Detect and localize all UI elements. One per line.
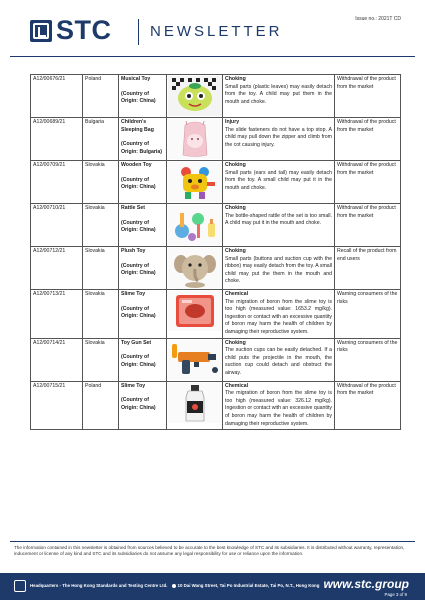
risk-type: Choking: [225, 339, 246, 346]
footer-rule: [10, 541, 415, 542]
risk-cell: [223, 290, 335, 339]
reference-number: A12/00676/21: [31, 75, 83, 118]
risk-cell: [223, 204, 335, 247]
product-name: Plush Toy: [121, 248, 146, 254]
product-image-cell: [167, 381, 223, 430]
measures-taken: Warning consumers of the risks: [335, 338, 401, 381]
footer-headquarters: [30, 583, 319, 588]
risk-description: The slide fasteners do not have a top stop. A child may pull down the zipper and climb from the cot causing injury.: [225, 126, 332, 148]
reference-number: A12/00709/21: [31, 161, 83, 204]
reference-number: A12/00713/21: [31, 290, 83, 339]
product-cell: [119, 204, 167, 247]
reference-number: A12/00714/21: [31, 338, 83, 381]
table-row: [31, 290, 401, 339]
wooden-toy-photo: [168, 162, 222, 202]
product-image-cell: [167, 204, 223, 247]
risk-type: Choking: [225, 205, 246, 211]
risk-type: Choking: [225, 248, 246, 254]
notifying-country: Slovakia: [83, 204, 119, 247]
product-name: Slime Toy: [121, 291, 146, 297]
product-cell: [119, 381, 167, 430]
notifying-country: Slovakia: [83, 290, 119, 339]
issue-number: Issue no.: 2021T CD: [355, 16, 401, 22]
product-cell: [119, 75, 167, 118]
header-divider: [138, 19, 139, 45]
risk-cell: [223, 75, 335, 118]
hq-address: 10 Dai Wang Street, Tai Po Industrial Estate, Tai Po, N.T., Hong Kong: [177, 583, 320, 588]
country-of-origin: (Country of Origin: China): [121, 305, 156, 320]
product-name: Toy Gun Set: [121, 339, 152, 346]
risk-type: Choking: [225, 76, 246, 82]
product-name: Slime Toy: [121, 382, 146, 389]
product-cell: [119, 290, 167, 339]
measures-taken: Withdrawal of the product from the market: [335, 161, 401, 204]
table-row: [31, 338, 401, 381]
product-name: Musical Toy: [121, 76, 151, 82]
newsletter-title: NEWSLETTER: [150, 23, 283, 40]
notifying-country: Poland: [83, 381, 119, 430]
footer-logo-icon: [14, 580, 26, 592]
table-row: [31, 381, 401, 430]
newsletter-header: [0, 0, 425, 50]
disclaimer-text: The information contained in this newsletter is obtained from sources believed to be accurate to the best knowledge of STC and its subsidiaries. It is distributed without warranty, representation, inducement or license of any kind and STC and its subsidiaries do not assume any legal responsibility for use or reliance upon the information.: [14, 545, 405, 557]
reference-number: A12/00715/21: [31, 381, 83, 430]
logo-text: STC: [56, 15, 112, 45]
reference-number: A12/00710/21: [31, 204, 83, 247]
product-cell: [119, 247, 167, 290]
measures-taken: Withdrawal of the product from the market: [335, 118, 401, 161]
risk-description: Small parts (ears and tail) may easily detach from the toy. A small child may put it in the mouth and choke.: [225, 169, 332, 191]
country-of-origin: (Country of Origin: Bulgaria): [121, 141, 162, 155]
table-row: [31, 75, 401, 118]
notifying-country: Bulgaria: [83, 118, 119, 161]
table-row: [31, 204, 401, 247]
product-name: Children's Sleeping Bag: [121, 119, 154, 133]
notifying-country: Slovakia: [83, 338, 119, 381]
reference-number: A12/00689/21: [31, 118, 83, 161]
musical-toy-photo: [168, 76, 222, 116]
risk-cell: [223, 247, 335, 290]
toy-gun-photo: [168, 340, 222, 380]
risk-cell: [223, 161, 335, 204]
product-image-cell: [167, 290, 223, 339]
risk-description: The migration of boron from the slime toy is too high (measured value: 1653.2 mg/kg). Ingestion or contact with an excessive quantity of boron may harm the health of children by damaging their reproductive system.: [225, 298, 332, 335]
measures-taken: Withdrawal of the product from the market: [335, 381, 401, 430]
hq-label: Headquarters - The Hong Kong Standards and Testing Centre Ltd.: [30, 583, 168, 588]
measures-taken: Withdrawal of the product from the market: [335, 75, 401, 118]
table-row: [31, 247, 401, 290]
product-recall-table: [30, 74, 401, 430]
slime-toy-photo: [168, 291, 222, 331]
country-of-origin: (Country of Origin: China): [121, 90, 156, 105]
product-name: Wooden Toy: [121, 162, 152, 168]
product-cell: [119, 338, 167, 381]
risk-type: Chemical: [225, 291, 249, 297]
plush-toy-photo: [168, 248, 222, 288]
website-link[interactable]: www.stc.group: [323, 577, 409, 591]
country-of-origin: (Country of Origin: China): [121, 262, 156, 277]
measures-taken: Warning consumers of the risks: [335, 290, 401, 339]
risk-type: Chemical: [225, 382, 249, 389]
header-rule: [10, 56, 415, 57]
risk-description: The bottle-shaped rattle of the set is too small. A child may put it in the mouth and choke.: [225, 212, 332, 227]
product-recall-table-wrap: [30, 74, 400, 430]
sleeping-bag-photo: [168, 119, 222, 159]
country-of-origin: (Country of Origin: China): [121, 397, 156, 411]
measures-taken: Withdrawal of the product from the market: [335, 204, 401, 247]
risk-description: The suction cups can be easily detached. If a child puts the projectile in the mouth, the suction cup could detach and obstruct the airway.: [225, 347, 332, 376]
stc-logo-icon: [30, 20, 52, 42]
notifying-country: Slovakia: [83, 247, 119, 290]
table-row: [31, 118, 401, 161]
product-cell: [119, 118, 167, 161]
country-of-origin: (Country of Origin: China): [121, 219, 156, 234]
risk-description: Small parts (buttons and suction cup with the ribbon) may easily detach from the toy. A small child may put the them in the mouth and choke.: [225, 255, 332, 285]
notifying-country: Poland: [83, 75, 119, 118]
risk-description: The migration of boron from the slime toy is too high (measured value: 326.12 mg/kg). Ingestion or contact with an excessive quantity of boron may harm the health of children by damaging their reproductive system.: [225, 390, 332, 427]
product-image-cell: [167, 247, 223, 290]
risk-description: Small parts (plastic leaves) may easily detach from the toy. A child may put them in the mouth and choke.: [225, 83, 332, 105]
country-of-origin: (Country of Origin: China): [121, 354, 156, 368]
country-of-origin: (Country of Origin: China): [121, 176, 156, 191]
product-image-cell: [167, 118, 223, 161]
product-image-cell: [167, 338, 223, 381]
product-image-cell: [167, 161, 223, 204]
product-cell: [119, 161, 167, 204]
page-number: Page 3 of 9: [384, 592, 407, 597]
risk-type: Injury: [225, 119, 240, 125]
rattle-set-photo: [168, 205, 222, 245]
notifying-country: Slovakia: [83, 161, 119, 204]
footer-bar: [0, 573, 425, 600]
risk-cell: [223, 118, 335, 161]
risk-cell: [223, 381, 335, 430]
risk-type: Choking: [225, 162, 246, 168]
product-image-cell: [167, 75, 223, 118]
product-name: Rattle Set: [121, 205, 145, 211]
table-row: [31, 161, 401, 204]
risk-cell: [223, 338, 335, 381]
location-pin-icon: [172, 584, 176, 588]
measures-taken: Recall of the product from end users: [335, 247, 401, 290]
slime-bottle-photo: [168, 383, 222, 423]
reference-number: A12/00712/21: [31, 247, 83, 290]
